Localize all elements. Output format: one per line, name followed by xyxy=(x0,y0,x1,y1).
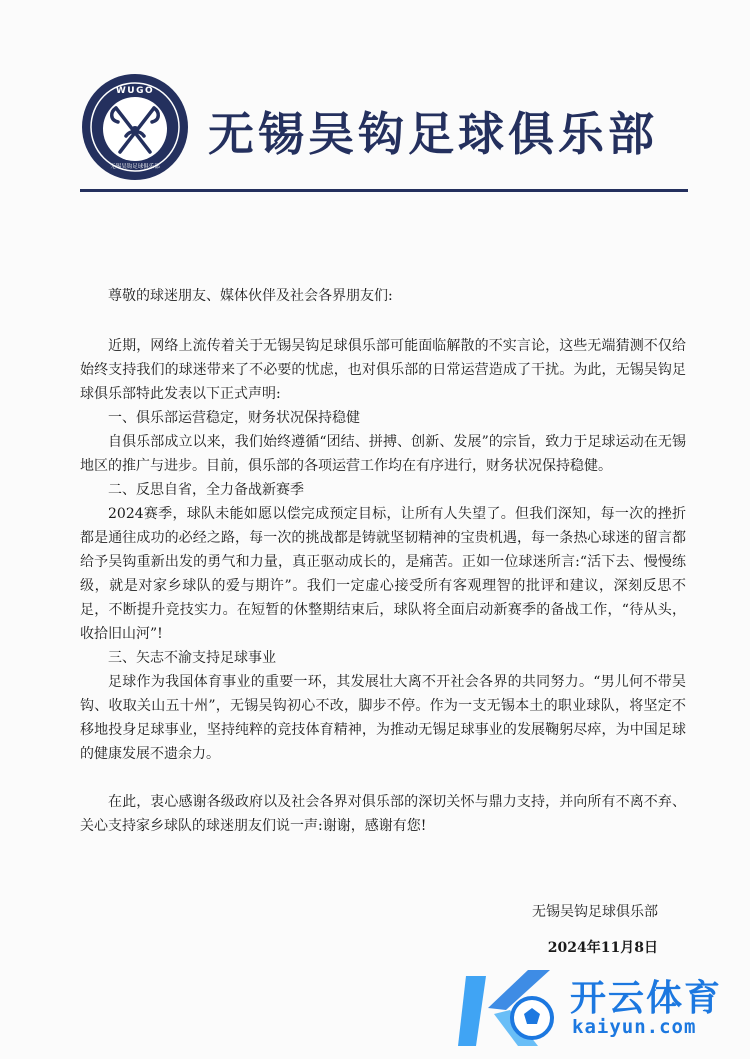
signature-date: 2024年11月8日 xyxy=(547,940,658,956)
section-heading-3: 三、矢志不渝支持足球事业 xyxy=(108,650,276,666)
section-heading-2: 二、反思自省，全力备战新赛季 xyxy=(108,482,304,498)
kaiyun-logo-icon xyxy=(458,958,568,1058)
section-paragraph-3: 足球作为我国体育事业的重要一环，其发展壮大离不开社会各界的共同努力。“男儿何不带吴钩、收取关山五十州”，无锡吴钩初心不改，脚步不停。作为一支无锡本土的职业球队，将坚定不移地投身足球事业，坚持纯粹的竞技体育精神，为推动无锡足球事业的发展鞠躬尽瘁，为中国足球的健康发展不遗余力。 xyxy=(80,674,686,762)
watermark-domain: kaiyun.com xyxy=(572,1016,697,1038)
logo-text-top: WUGO xyxy=(115,86,155,96)
closing-paragraph: 在此，衷心感谢各级政府以及社会各界对俱乐部的深切关怀与鼎力支持，并向所有不离不弃、关心支持家乡球队的球迷朋友们说一声:谢谢，感谢有您! xyxy=(80,794,686,834)
signature: 无锡吴钩足球俱乐部 xyxy=(532,904,658,920)
section-paragraph-2: 2024赛季，球队未能如愿以偿完成预定目标，让所有人失望了。但我们深知，每一次的挫折都是通往成功的必经之路，每一次的挑战都是铸就坚韧精神的宝贵机遇，每一条热心球迷的留言都给予吴钩重新出发的勇气和力量，真正驱动成长的，是痛苦。正如一位球迷所言:“活下去、慢慢练级，就是对家乡球队的爱与期许”。我们一定虚心接受所有客观理智的批评和建议，深刻反思不足，不断提升竞技实力。在短暂的休整期结束后，球队将全面启动新赛季的备战工作，“待从头，收拾旧山河”! xyxy=(80,506,686,642)
club-logo xyxy=(80,72,190,182)
section-paragraph-1: 自俱乐部成立以来，我们始终遵循“团结、拼搏、创新、发展”的宗旨，致力于足球运动在无锡地区的推广与进步。目前，俱乐部的各项运营工作均在有序进行，财务状况保持稳健。 xyxy=(80,434,686,474)
club-title: 无锡吴钩足球俱乐部 xyxy=(208,107,658,161)
salutation: 尊敬的球迷朋友、媒体伙伴及社会各界朋友们: xyxy=(108,288,393,304)
statement-body xyxy=(80,284,686,838)
watermark-brand: 开云体育 xyxy=(570,978,723,1019)
watermark xyxy=(458,958,748,1058)
header-divider xyxy=(80,189,688,192)
intro-paragraph: 近期，网络上流传着关于无锡吴钩足球俱乐部可能面临解散的不实言论，这些无端猜测不仅给始终支持我们的球迷带来了不必要的忧虑，也对俱乐部的日常运营造成了干扰。为此，无锡吴钩足球俱乐部特此发表以下正式声明: xyxy=(80,338,686,402)
logo-text-bottom: 无锡吴钩足球俱乐部 xyxy=(110,164,160,170)
section-heading-1: 一、俱乐部运营稳定，财务状况保持稳健 xyxy=(108,410,360,426)
letterhead xyxy=(80,72,700,182)
